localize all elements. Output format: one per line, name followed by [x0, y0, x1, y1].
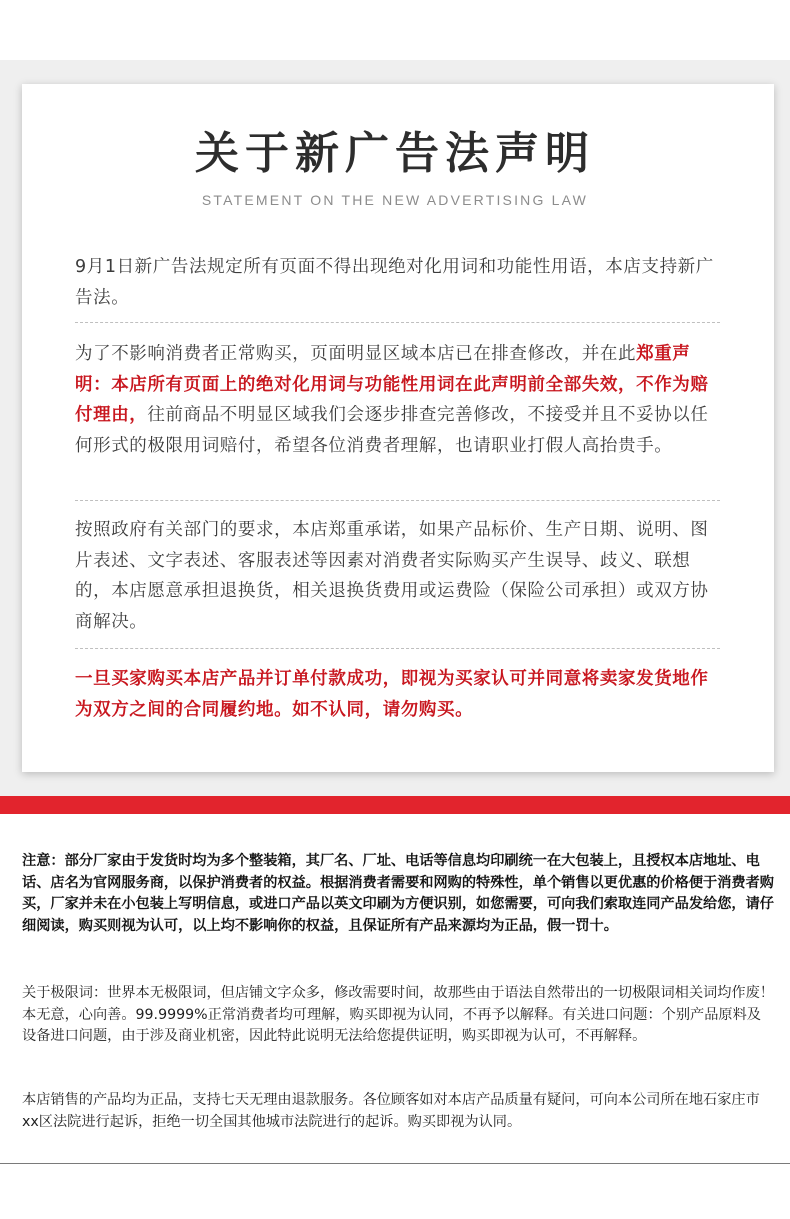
- statement-paragraph-4: 一旦买家购买本店产品并订单付款成功，即视为买家认可并同意将卖家发货地作为双方之间的合同履约地。如不认同，请勿购买。: [75, 669, 709, 720]
- statement-subtitle: STATEMENT ON THE NEW ADVERTISING LAW: [201, 192, 589, 208]
- statement-title: 关于新广告法声明: [195, 128, 595, 179]
- bottom-divider: [0, 1163, 790, 1164]
- red-separator-bar: [0, 796, 790, 814]
- notice-note-3: 本店销售的产品均为正品，支持七天无理由退款服务。各位顾客如对本店产品质量有疑问，可向本公司所在地石家庄市xx区法院进行起诉，拒绝一切全国其他城市法院进行的起诉。购买即视为认同。: [22, 1092, 760, 1130]
- notice-note-1: 注意：部分厂家由于发货时均为多个整装箱，其厂名、厂址、电话等信息均印刷统一在大包装上，且授权本店地址、电话、店名为官网服务商，以保护消费者的权益。根据消费者需要和网购的特殊性，单个销售以更优惠的价格便于消费者购买，厂家并未在小包装上写明信息，或进口产品以英文印刷为方便识别，如您需要，可向我们索取连同产品发给您，请仔细阅读，购买则视为认可，以上均不影响你的权益，且保证所有产品来源均为正品，假一罚十。: [22, 853, 774, 934]
- notice-note-2: 关于极限词：世界本无极限词，但店铺文字众多，修改需要时间，故那些由于语法自然带出的一切极限词相关词均作废！本无意，心向善。99.9999%正常消费者均可理解，购买即视为认同，不再予以解释。有关进口问题：个别产品原料及设备进口问题，由于涉及商业机密，因此特此说明无法给您提供证明，购买即视为认可，不再解释。: [22, 985, 774, 1045]
- paragraph-2-rest: 往前商品不明显区域我们会逐步排查完善修改，不接受并且不妥协以任何形式的极限用词赔付，希望各位消费者理解，也请职业打假人高抬贵手。: [75, 405, 709, 456]
- dashed-divider: [75, 648, 720, 649]
- statement-paragraph-3: 按照政府有关部门的要求，本店郑重承诺，如果产品标价、生产日期、说明、图片表述、文字表述、客服表述等因素对消费者实际购买产生误导、歧义、联想的，本店愿意承担退换货，相关退换货费用或运费险（保险公司承担）或双方协商解决。: [75, 520, 709, 632]
- dashed-divider: [75, 500, 720, 501]
- dashed-divider: [75, 322, 720, 323]
- paragraph-2-intro: 为了不影响消费者正常购买，页面明显区域本店已在排查修改，并在此: [75, 344, 637, 364]
- solemn-declaration: 郑重声明：本店所有页面上的绝对化用词与功能性用词在此声明前全部失效，不作为赔付理由，: [75, 344, 709, 425]
- statement-paragraph-1: 9月1日新广告法规定所有页面不得出现绝对化用词和功能性用语，本店支持新广告法。: [75, 257, 714, 308]
- statement-paragraph-2: [75, 339, 725, 461]
